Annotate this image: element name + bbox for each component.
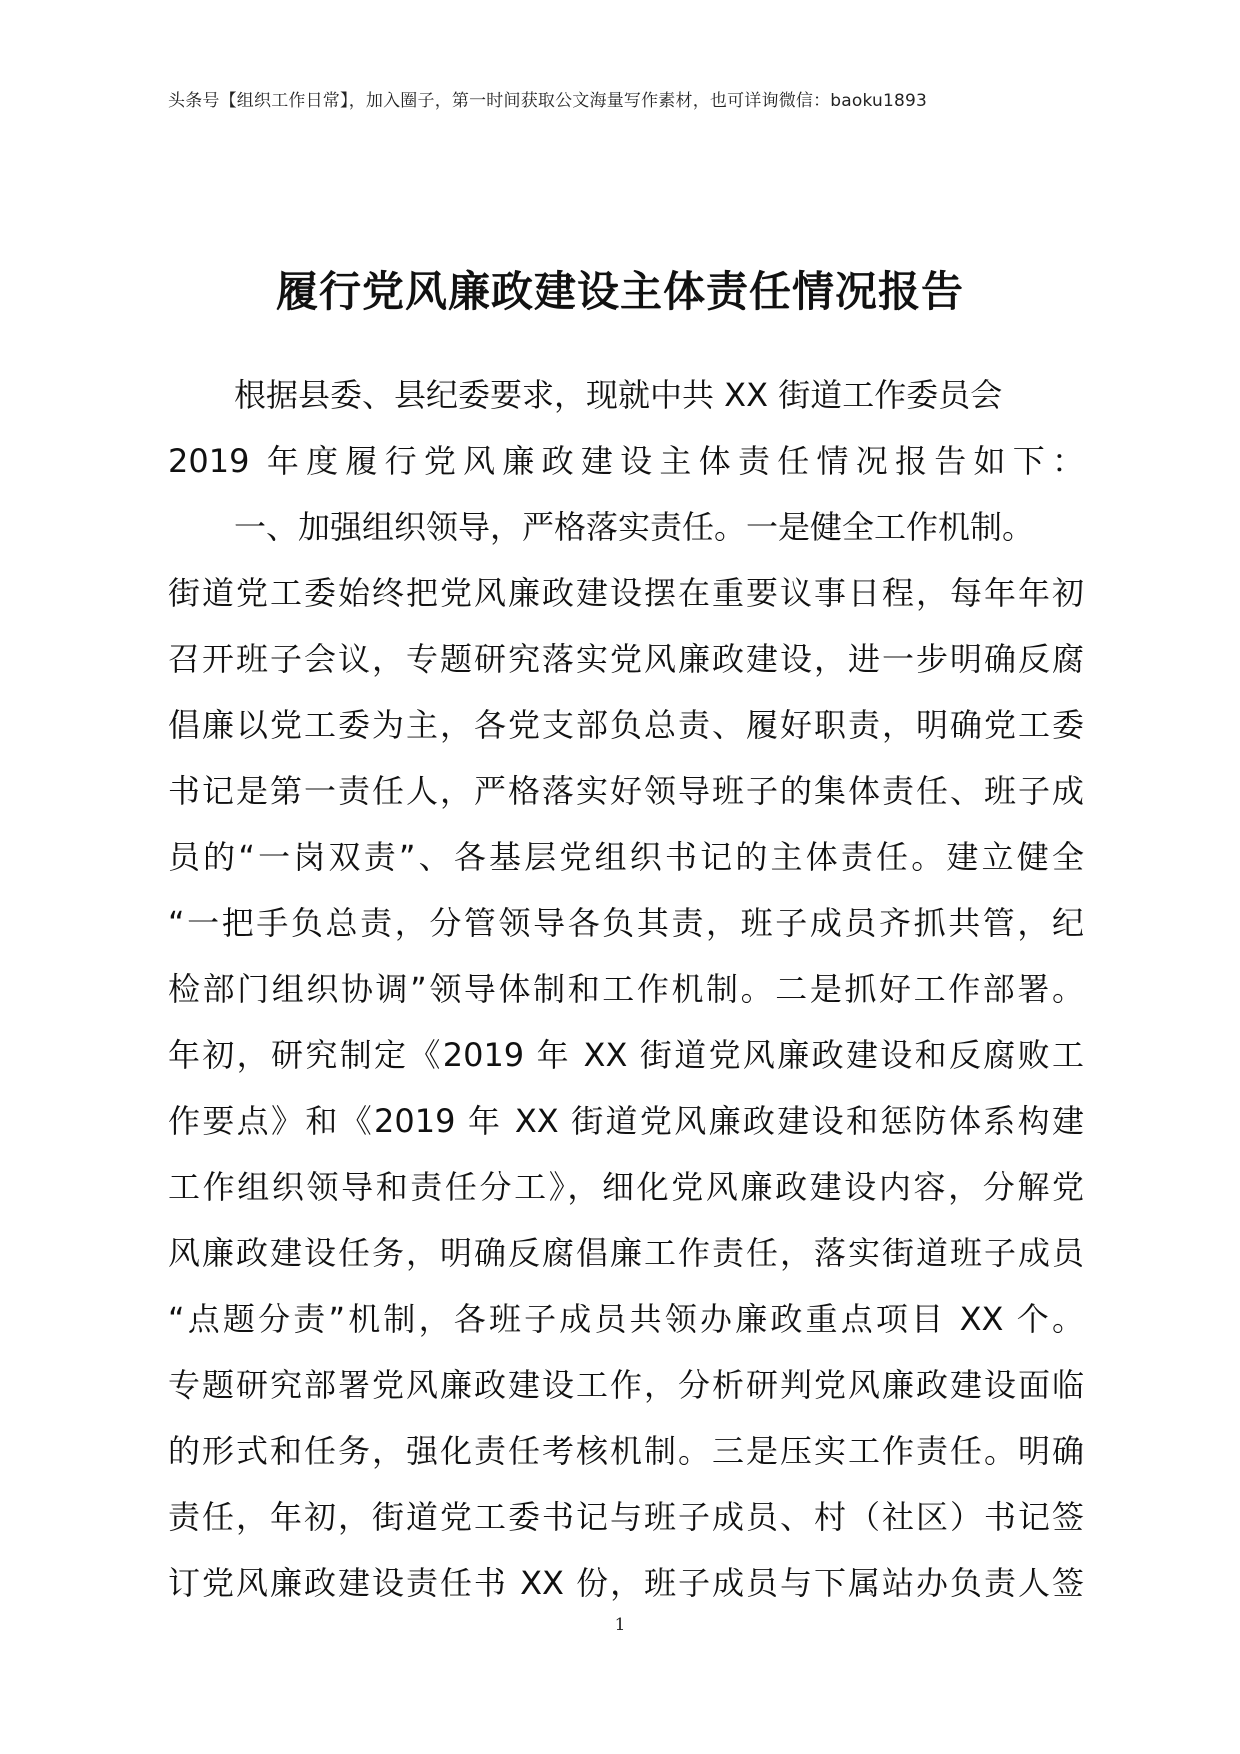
body-line: 责任，年初，街道党工委书记与班子成员、村（社区）书记签 (168, 1498, 1084, 1536)
body-line: 倡廉以党工委为主，各党支部负总责、履好职责，明确党工委 (168, 706, 1084, 744)
body-line: 检部门组织协调”领导体制和工作机制。二是抓好工作部署。 (168, 970, 1084, 1008)
body-line: 书记是第一责任人，严格落实好领导班子的集体责任、班子成 (168, 772, 1084, 810)
body-line: 的形式和任务，强化责任考核机制。三是压实工作责任。明确 (168, 1432, 1084, 1470)
body-line: 风廉政建设任务，明确反腐倡廉工作责任，落实街道班子成员 (168, 1234, 1084, 1272)
body-line: “一把手负总责，分管领导各负其责，班子成员齐抓共管，纪 (168, 904, 1084, 942)
body-line: 员的“一岗双责”、各基层党组织书记的主体责任。建立健全 (168, 838, 1084, 876)
body-line: 2019 年度履行党风廉政建设主体责任情况报告如下： (168, 442, 1084, 480)
body-line: “点题分责”机制，各班子成员共领办廉政重点项目 XX 个。 (168, 1300, 1084, 1338)
body-line: 订党风廉政建设责任书 XX 份，班子成员与下属站办负责人签 (168, 1564, 1084, 1602)
body-line: 工作组织领导和责任分工》，细化党风廉政建设内容，分解党 (168, 1168, 1084, 1206)
page-number: 1 (614, 1615, 626, 1635)
body-line: 年初，研究制定《2019 年 XX 街道党风廉政建设和反腐败工 (168, 1036, 1084, 1074)
document-body (168, 362, 1084, 1616)
body-line: 专题研究部署党风廉政建设工作，分析研判党风廉政建设面临 (168, 1366, 1084, 1404)
body-line: 街道党工委始终把党风廉政建设摆在重要议事日程，每年年初 (168, 574, 1084, 612)
body-line: 根据县委、县纪委要求，现就中共 XX 街道工作委员会 (234, 376, 1003, 414)
document-title: 履行党风廉政建设主体责任情况报告 (275, 267, 964, 316)
section-heading-line: 一、加强组织领导，严格落实责任。一是健全工作机制。 (234, 508, 1035, 546)
body-line: 召开班子会议，专题研究落实党风廉政建设，进一步明确反腐 (168, 640, 1084, 678)
body-line: 作要点》和《2019 年 XX 街道党风廉政建设和惩防体系构建 (168, 1102, 1084, 1140)
header-note: 头条号【组织工作日常】，加入圈子，第一时间获取公文海量写作素材，也可详询微信：baoku1893 (168, 91, 928, 111)
